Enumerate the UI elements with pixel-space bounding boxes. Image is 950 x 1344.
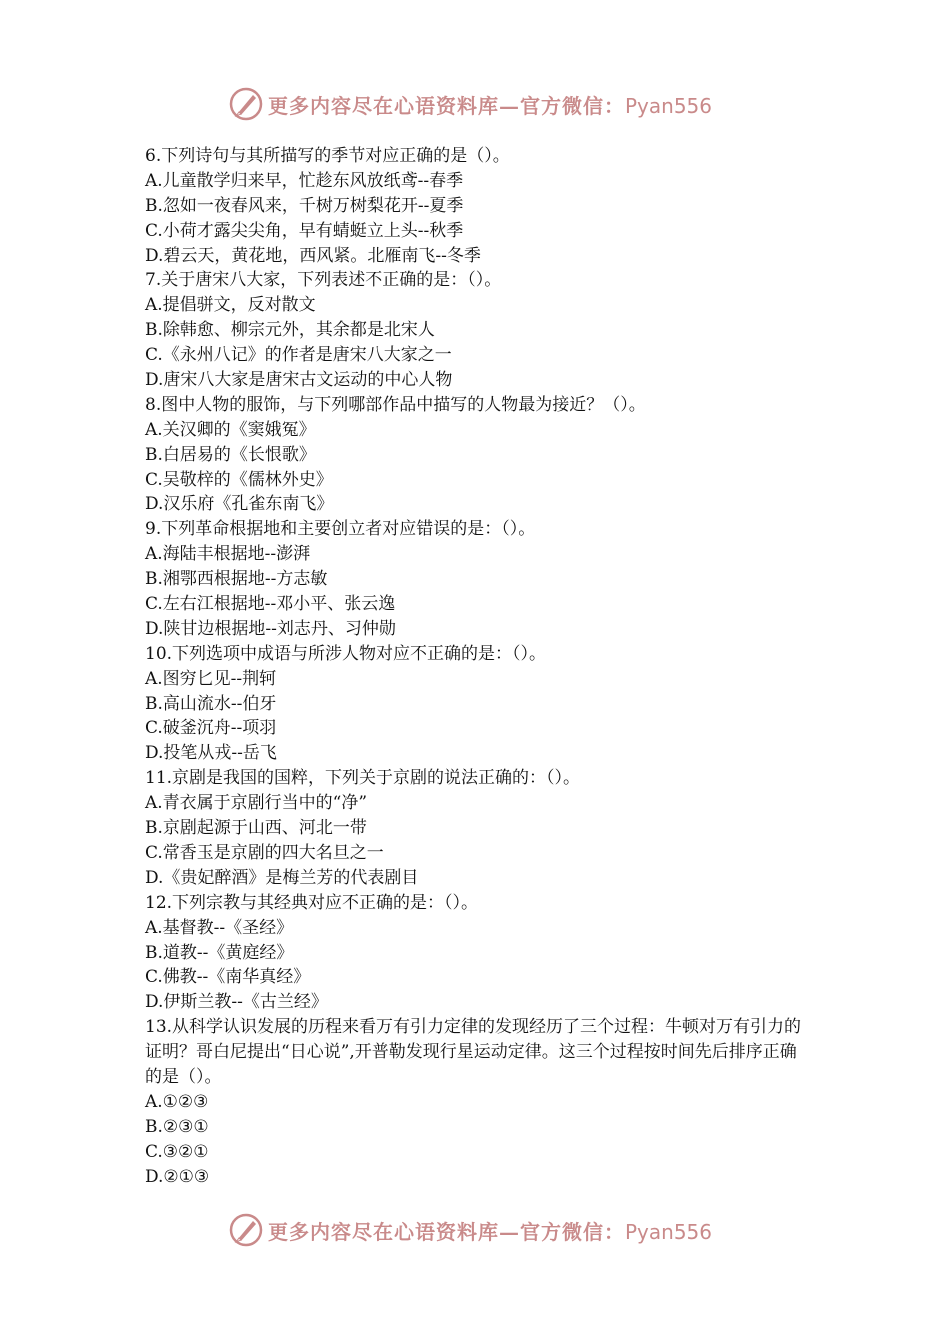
option: D.汉乐府《孔雀东南飞》 [145, 494, 334, 515]
question [145, 766, 810, 890]
pen-logo-icon [228, 1212, 264, 1248]
option: D.《贵妃醉酒》是梅兰芳的代表剧目 [145, 867, 419, 888]
banner-text: 更多内容尽在心语资料库—官方微信：Pyan556 [268, 1219, 713, 1244]
option: A.图穷匕见--荆轲 [145, 668, 277, 689]
footer-banner [228, 1212, 712, 1248]
option: A.基督教--《圣经》 [145, 917, 294, 938]
banner-wechat-id: Pyan556 [625, 1219, 713, 1244]
question [145, 891, 810, 1015]
option: C.③②① [145, 1141, 209, 1162]
option: D.投笔从戎--岳飞 [145, 743, 277, 764]
question [145, 642, 810, 766]
option: D.陕甘边根据地--刘志丹、习仲勋 [145, 618, 396, 639]
question-stem: 12.下列宗教与其经典对应不正确的是：（）。 [145, 892, 479, 913]
option: C.破釜沉舟--项羽 [145, 718, 277, 739]
option: A.海陆丰根据地--澎湃 [145, 544, 311, 565]
question [145, 393, 810, 517]
question [145, 268, 810, 392]
option: B.湘鄂西根据地--方志敏 [145, 569, 328, 590]
option: B.高山流水--伯牙 [145, 693, 277, 714]
question [145, 517, 810, 641]
option: B.京剧起源于山西、河北一带 [145, 818, 367, 839]
banner-wechat-id: Pyan556 [625, 93, 713, 118]
question-list [145, 144, 810, 1189]
option: B.道教--《黄庭经》 [145, 942, 294, 963]
option: A.提倡骈文，反对散文 [145, 295, 316, 316]
option: C.吴敬梓的《儒林外史》 [145, 469, 333, 490]
option: C.小荷才露尖尖角，早有蜻蜓立上头--秋季 [145, 220, 464, 241]
option: D.伊斯兰教--《古兰经》 [145, 992, 328, 1013]
option: D.碧云天，黄花地，西风紧。北雁南飞--冬季 [145, 245, 481, 266]
option: A.关汉卿的《窦娥冤》 [145, 419, 316, 440]
question-stem: 13.从科学认识发展的历程来看万有引力定律的发现经历了三个过程：牛顿对万有引力的证明？哥白尼提出“日心说”,开普勒发现行星运动定律。这三个过程按时间先后排序正确的是（）。 [145, 1017, 802, 1087]
option: B.忽如一夜春风来，千树万树梨花开--夏季 [145, 195, 464, 216]
question-stem: 9.下列革命根据地和主要创立者对应错误的是：（）。 [145, 519, 536, 540]
option: A.青衣属于京剧行当中的“净” [145, 793, 368, 814]
option: C.佛教--《南华真经》 [145, 967, 311, 988]
option: B.除韩愈、柳宗元外，其余都是北宋人 [145, 320, 435, 341]
pen-logo-icon [228, 86, 264, 122]
question-stem: 8.图中人物的服饰，与下列哪部作品中描写的人物最为接近？（）。 [145, 394, 646, 415]
question-stem: 10.下列选项中成语与所涉人物对应不正确的是：（）。 [145, 643, 547, 664]
option: A.①②③ [145, 1091, 209, 1112]
option: C.《永州八记》的作者是唐宋八大家之一 [145, 345, 452, 366]
question-stem: 11.京剧是我国的国粹，下列关于京剧的说法正确的：（）。 [145, 768, 581, 789]
question-stem: 6.下列诗句与其所描写的季节对应正确的是（）。 [145, 146, 510, 166]
question-stem: 7.关于唐宋八大家，下列表述不正确的是：（）。 [145, 270, 502, 291]
option: B.②③① [145, 1116, 209, 1137]
option: D.②①③ [145, 1166, 210, 1187]
option: C.常香玉是京剧的四大名旦之一 [145, 842, 384, 863]
option: C.左右江根据地--邓小平、张云逸 [145, 594, 396, 615]
question [145, 1015, 810, 1189]
header-banner [228, 86, 712, 122]
banner-text: 更多内容尽在心语资料库—官方微信：Pyan556 [268, 93, 713, 118]
option: A.儿童散学归来早，忙趁东风放纸鸢--春季 [145, 170, 464, 191]
option: D.唐宋八大家是唐宋古文运动的中心人物 [145, 370, 453, 391]
option: B.白居易的《长恨歌》 [145, 444, 316, 465]
question [145, 144, 810, 268]
